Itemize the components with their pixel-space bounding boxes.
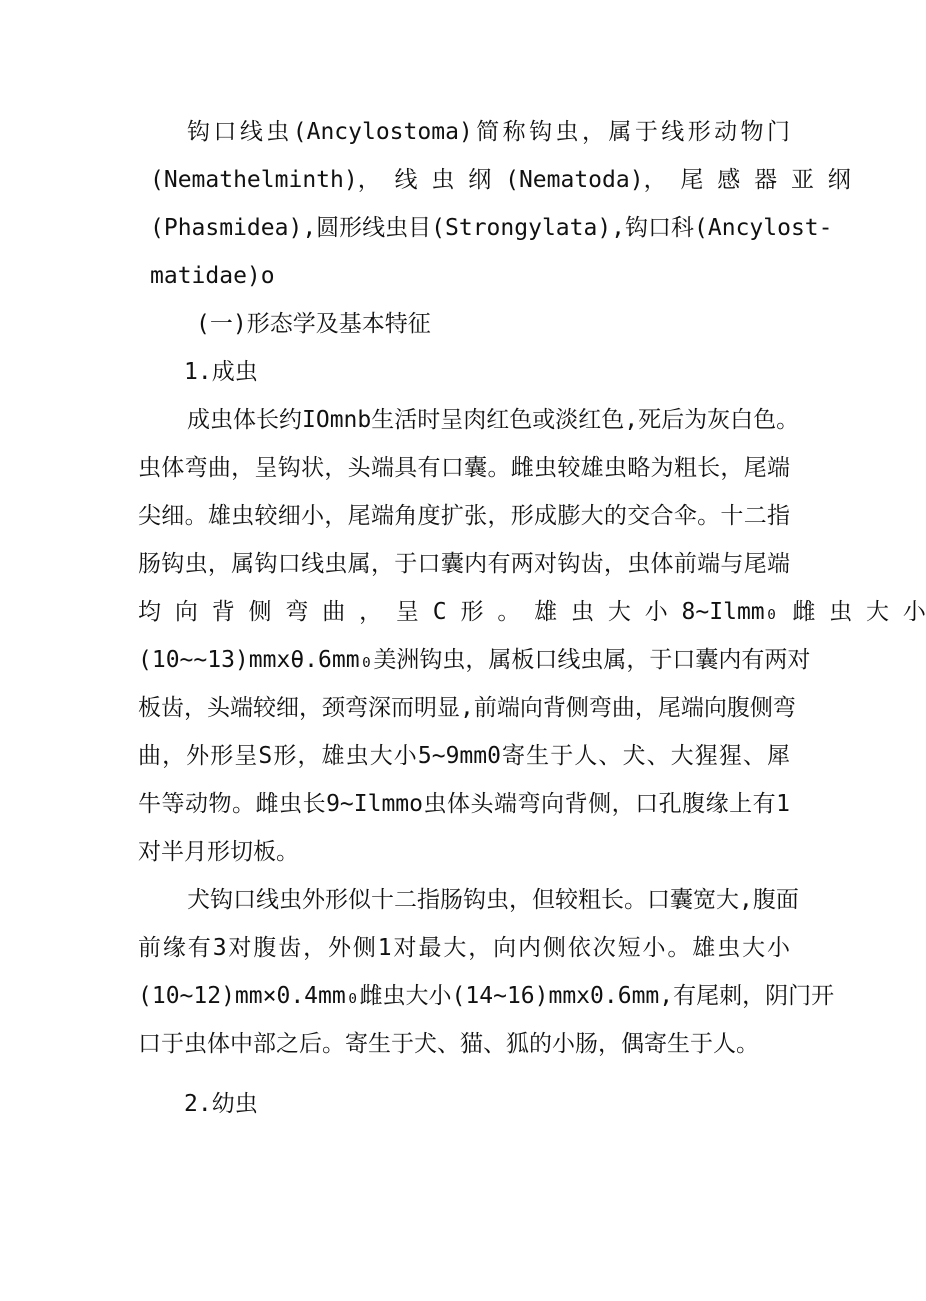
- section-heading: (一)形态学及基本特征: [196, 311, 431, 337]
- paragraph-1-line-3: (Phasmidea),圆形线虫目(Strongylata),钩口科(Ancylost-: [150, 215, 833, 241]
- paragraph-1-line-4: matidae)o: [150, 263, 275, 289]
- paragraph-2-line-1: 成虫体长约IOmnb生活时呈肉红色或淡红色,死后为灰白色。: [187, 407, 800, 433]
- subheading-adult: 1.成虫: [184, 359, 258, 385]
- paragraph-3-line-1: 犬钩口线虫外形似十二指肠钩虫，但较粗长。口囊宽大,腹面: [187, 887, 799, 913]
- paragraph-1-line-2: (Nemathelminth)， 线 虫 纲 (Nematoda)， 尾 感 器 亚 纲: [150, 167, 851, 193]
- paragraph-1-line-1: 钩口线虫(Ancylostoma)简称钩虫，属于线形动物门: [187, 119, 790, 145]
- paragraph-3-line-3: (10~12)mm×0.4mm₀雌虫大小(14~16)mmx0.6mm,有尾刺，阴门开: [138, 983, 835, 1009]
- paragraph-2-line-5: 均 向 背 侧 弯 曲 ， 呈 C 形 。 雄 虫 大 小 8~Ilmm₀ 雌 虫 大 小: [138, 599, 926, 625]
- paragraph-2-line-7: 板齿，头端较细，颈弯深而明显,前端向背侧弯曲，尾端向腹侧弯: [138, 695, 796, 721]
- paragraph-2-line-10: 对半月形切板。: [138, 839, 299, 865]
- paragraph-2-line-3: 尖细。雄虫较细小，尾端角度扩张，形成膨大的交合伞。十二指: [138, 503, 790, 529]
- paragraph-2-line-8: 曲，外形呈S形，雄虫大小5~9mm0寄生于人、犬、大猩猩、犀: [138, 743, 790, 769]
- paragraph-2-line-4: 肠钩虫，属钩口线虫属，于口囊内有两对钩齿，虫体前端与尾端: [138, 551, 790, 577]
- paragraph-2-line-6: (10~~13)mmxθ.6mm₀美洲钩虫，属板口线虫属，于口囊内有两对: [138, 647, 811, 673]
- paragraph-2-line-2: 虫体弯曲，呈钩状，头端具有口囊。雌虫较雄虫略为粗长，尾端: [138, 455, 790, 481]
- paragraph-3-line-2: 前缘有3对腹齿，外侧1对最大，向内侧依次短小。雄虫大小: [138, 935, 790, 961]
- paragraph-2-line-9: 牛等动物。雌虫长9~Ilmmo虫体头端弯向背侧，口孔腹缘上有1: [138, 791, 790, 817]
- subheading-larva: 2.幼虫: [184, 1091, 258, 1117]
- paragraph-3-line-4: 口于虫体中部之后。寄生于犬、猫、狐的小肠，偶寄生于人。: [138, 1031, 759, 1057]
